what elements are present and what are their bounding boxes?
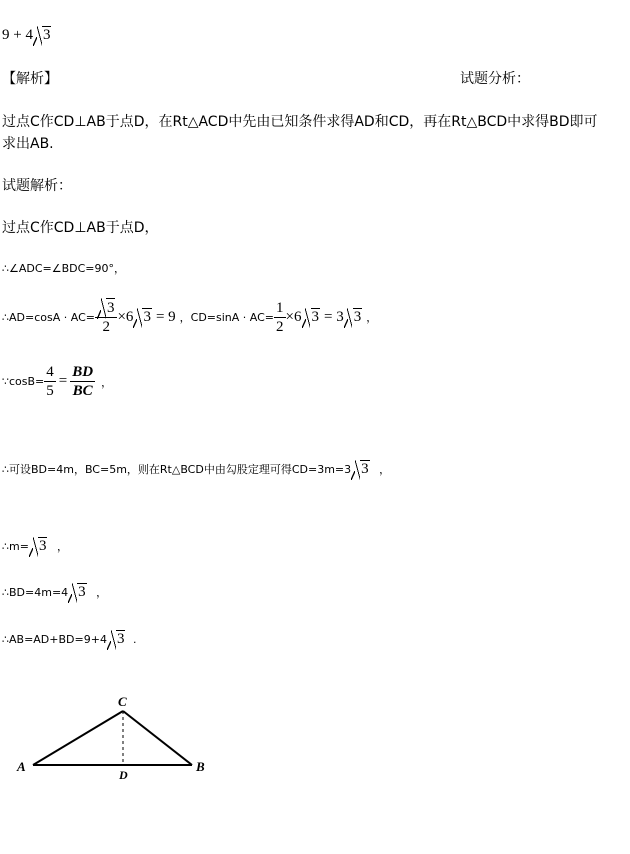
step7-text: ∴BD=4m=4 [2,586,69,599]
analysis-line-2: 求出AB. [2,136,54,152]
step3-mid2: ×6 [285,308,302,325]
step4-eq: = [58,373,68,389]
step5-sqrt: 3 [351,460,370,478]
step3-fraction: $\frac{3}{2}$ [95,298,118,336]
step3-sqrt-2: 3 [302,308,321,326]
step-7 [2,583,107,601]
label-d: D [119,768,128,782]
step7-end: ， [96,586,108,599]
answer-lead: 9 + 4 [2,27,33,43]
step8-text: ∴AB=AD+BD=9+4 [2,633,107,646]
step-3 [2,298,377,336]
step5-text: ∴可设BD=4m，BC=5m，则在Rt△BCD中由勾股定理可得CD=3m=3 [2,463,352,476]
step4-fraction-2: $\frac{BD}{BC}$ [72,364,94,399]
step-4 [2,363,112,400]
step3-eq2: = 3 [324,308,344,325]
step7-sqrt: 3 [68,583,87,601]
step4-end: ， [101,375,113,389]
answer-line [2,26,51,44]
label-a: A [17,759,26,774]
step6-text: ∴m= [2,540,29,553]
label-b: B [196,759,205,774]
step3-eq1: = 9 [155,308,176,325]
step3-mid: ×6 [117,308,134,325]
step4-fraction: $\frac{4}{5}$ [46,364,54,399]
step3-prefix: ∴AD=cosA · AC= [2,310,95,324]
analysis-line-1: 过点C作CD⊥AB于点D，在Rt△ACD中先由已知条件求得AD和CD，再在Rt△BCD中求得BD即可 [2,114,598,130]
step3-fraction-2: $\frac{1}{2}$ [276,299,284,335]
step-6 [2,537,68,555]
step3-sep: ，CD=sinA · AC= [179,311,275,324]
answer-sqrt: 3 [33,26,52,44]
step8-sqrt: 3 [107,630,126,648]
step8-end: . [132,633,137,646]
analysis-label: 试题分析： [460,71,530,87]
step3-end: ， [366,311,378,324]
side-cb [123,711,192,765]
step3-sqrt-1: 3 [133,308,152,326]
step-5 [2,460,390,478]
section-title: 【解析】 [2,71,58,87]
step-2: ∴∠ADC=∠BDC=90°， [2,262,126,275]
step3-sqrt-3: 3 [344,308,363,326]
solution-label: 试题解析： [2,178,72,194]
step5-end: ， [379,463,391,476]
step-1: 过点C作CD⊥AB于点D， [2,220,159,236]
step6-sqrt: 3 [29,537,48,555]
label-c: C [118,694,127,709]
step4-prefix: ∵cosB= [2,375,45,388]
triangle-figure [15,690,215,785]
side-ac [33,711,123,765]
step6-end: ， [56,540,68,553]
step-8 [2,630,136,648]
